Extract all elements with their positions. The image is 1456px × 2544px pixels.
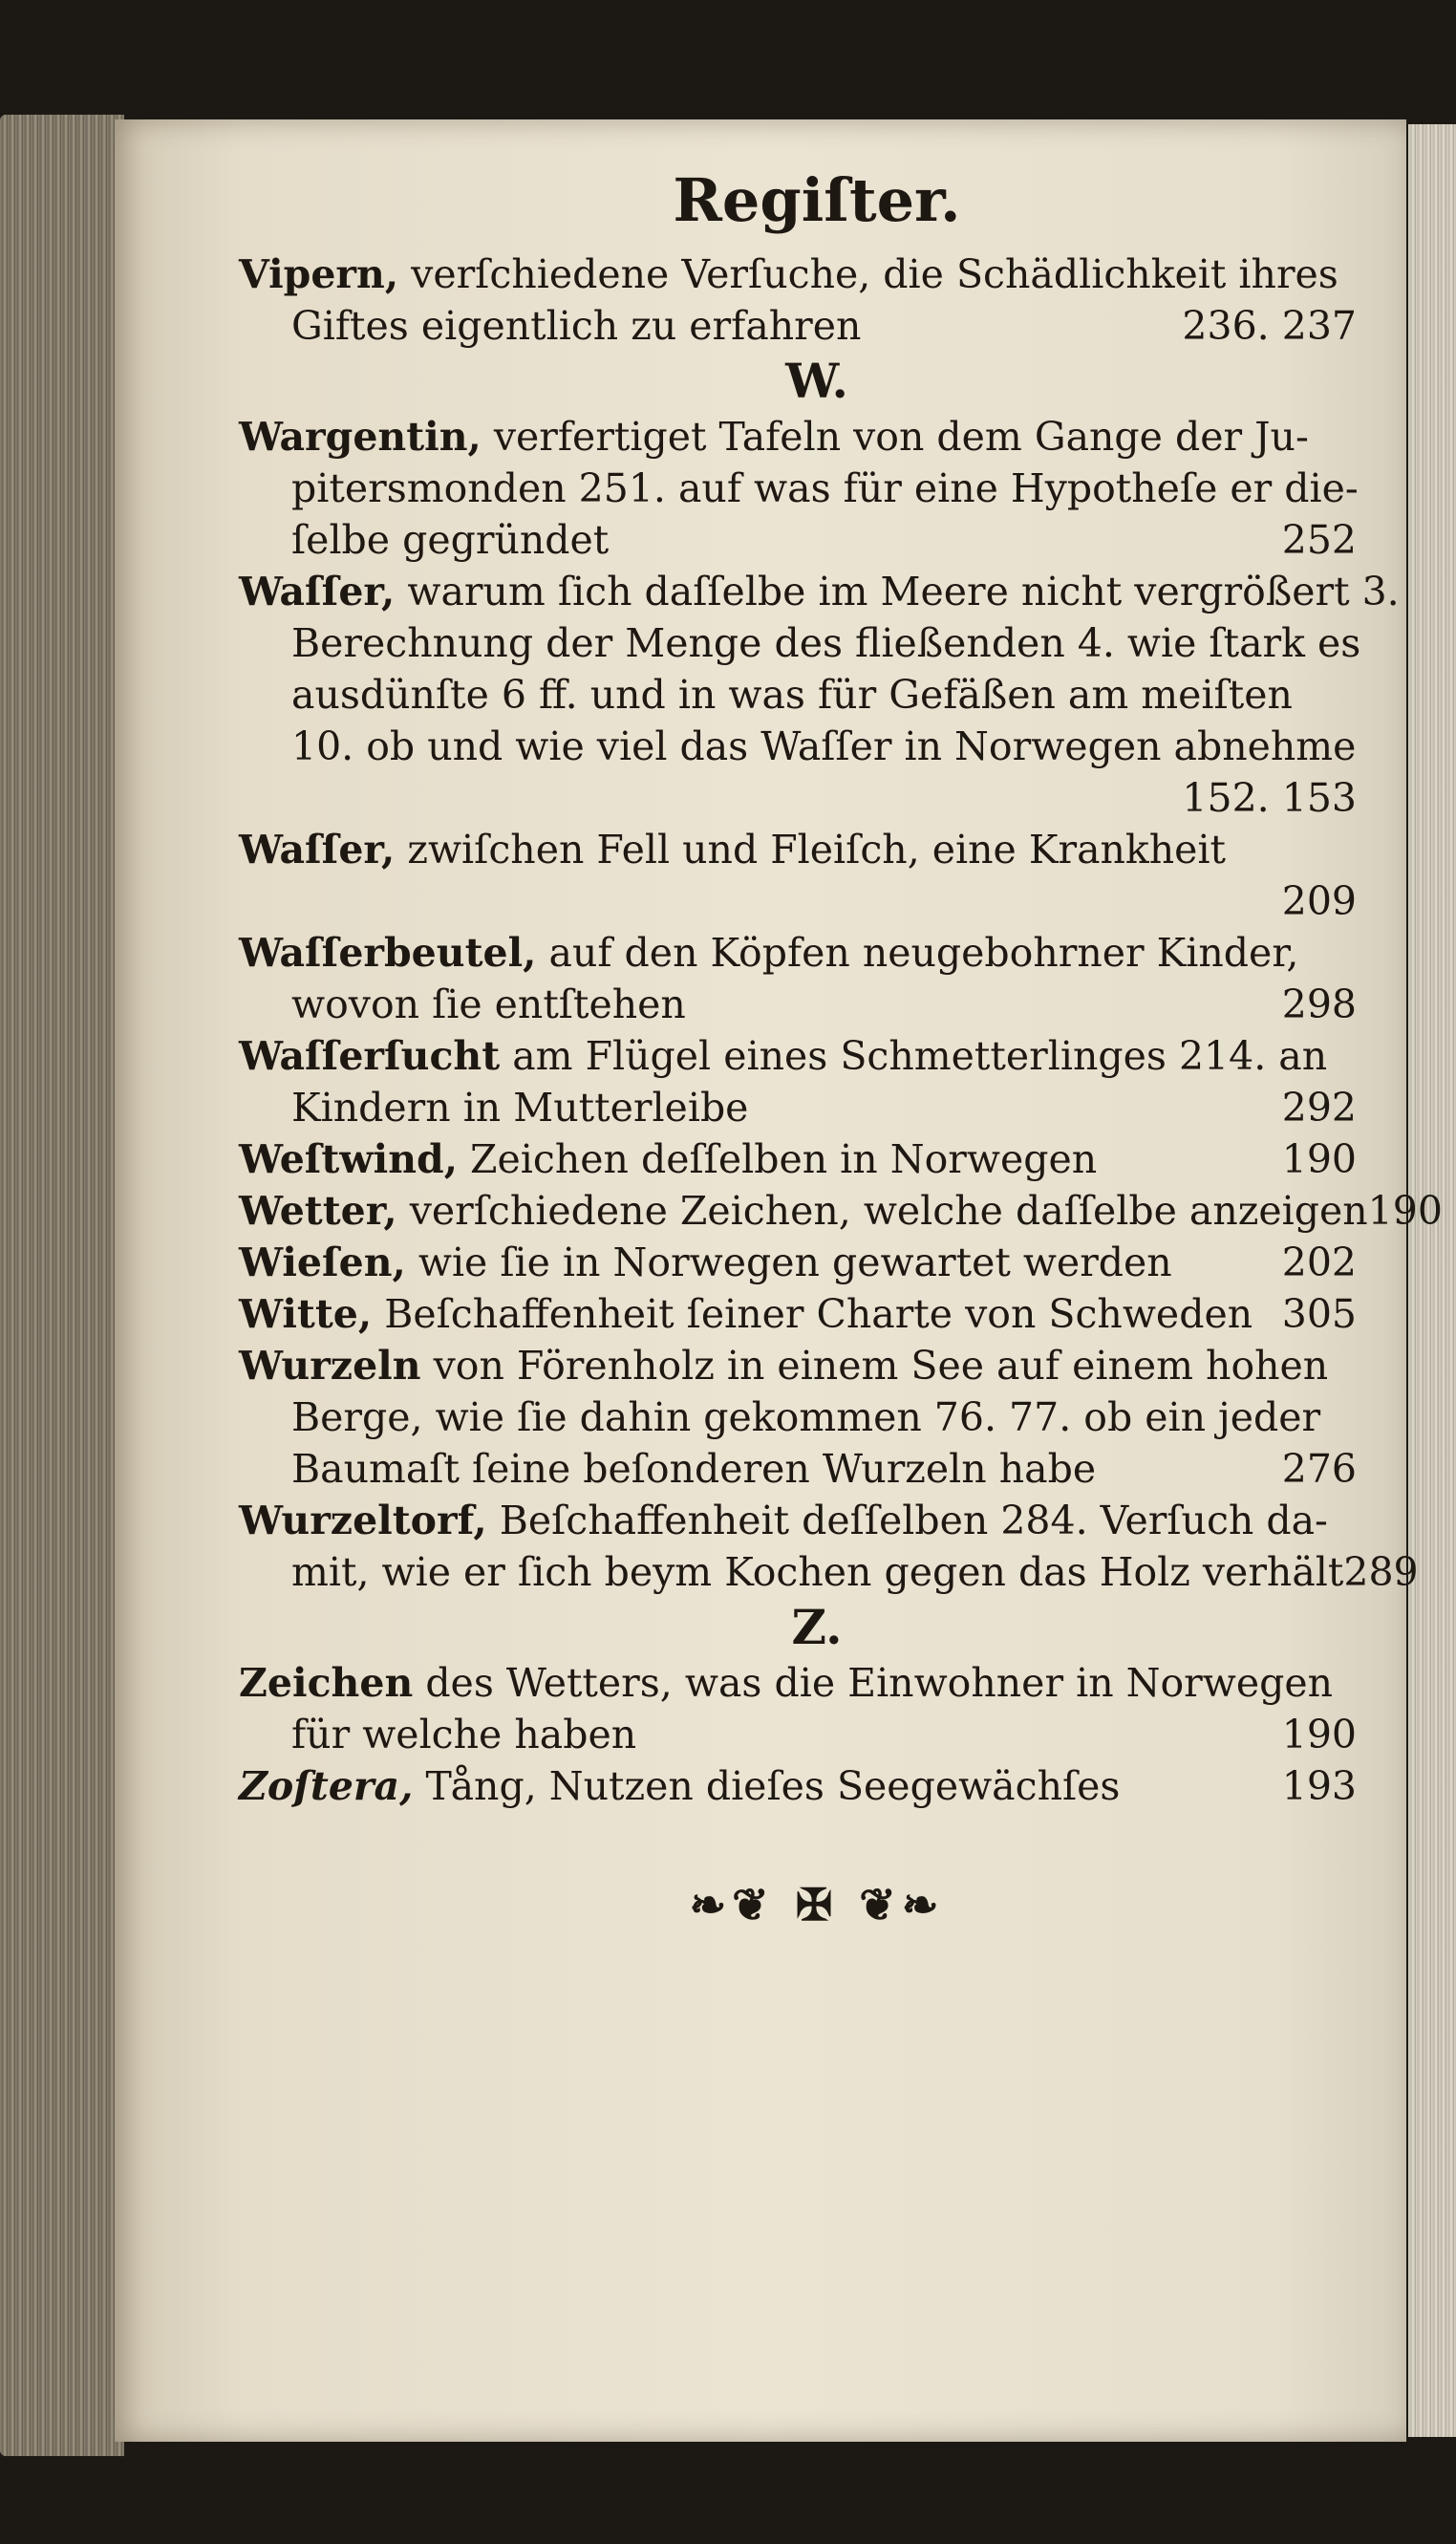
entry-text: 10. ob und wie viel das Waſſer in Norwegen abnehme [291, 723, 1357, 769]
entry-head: Waſſerbeutel, [239, 930, 537, 976]
page-ref: 236. 237 [1182, 303, 1357, 349]
index-entry-wasser [239, 566, 1400, 824]
page-ref: 292 [1281, 1085, 1357, 1131]
index-entry-wurzeln [239, 1340, 1357, 1495]
book-page-edges-right [1408, 124, 1456, 2437]
index-entry-wurzeltorf [239, 1495, 1419, 1598]
page-header: Regiſter. [673, 165, 961, 235]
entry-head: Wargentin, [239, 414, 482, 460]
index-entry-wetter [239, 1185, 1443, 1237]
page-ref: 190 [1367, 1188, 1443, 1234]
entry-text: Tång, Nutzen dieſes Seegewächſes [425, 1763, 1121, 1809]
entry-text: verſchiedene Zeichen, welche daſſelbe anzeigen [409, 1188, 1368, 1234]
entry-text: Giftes eigentlich zu erfahren [291, 303, 862, 349]
entry-text: warum ſich daſſelbe im Meere nicht vergrößert 3. [407, 569, 1400, 614]
index-entry-wargentin [239, 411, 1357, 566]
entry-head: Wieſen, [239, 1240, 406, 1285]
entry-text: am Flügel eines Schmetterlinges 214. an [512, 1033, 1328, 1079]
index-entry-witte [239, 1288, 1357, 1340]
page-ref: 289 [1343, 1549, 1419, 1595]
entry-head: Waſſerſucht [239, 1033, 501, 1079]
index-entry-wiesen [239, 1237, 1357, 1288]
entry-text: wovon ſie entſtehen [291, 981, 686, 1027]
entry-text: ausdünſte 6 ff. und in was für Gefäßen am meiſten [291, 672, 1293, 718]
index-entry-wassersucht [239, 1030, 1357, 1133]
entry-text: für welche haben [291, 1712, 637, 1757]
entry-text: Kindern in Mutterleibe [291, 1085, 749, 1131]
page-ref: 276 [1281, 1446, 1357, 1492]
entry-head: Vipern, [239, 251, 399, 297]
entry-text: verfertiget Tafeln von dem Gange der Ju- [493, 414, 1309, 460]
section-letter-w: W. [785, 353, 848, 409]
entry-text: pitersmonden 251. auf was für eine Hypotheſe er die- [291, 465, 1359, 511]
entry-text: des Wetters, was die Einwohner in Norwegen [425, 1660, 1334, 1706]
entry-head: Wurzeltorf, [239, 1498, 487, 1543]
index-entry-vipern [239, 248, 1357, 352]
entry-text: Baumaſt ſeine beſonderen Wurzeln habe [291, 1446, 1097, 1492]
section-letter-z: Z. [791, 1599, 843, 1655]
page-ref: 190 [1281, 1712, 1357, 1757]
page-ref: 305 [1281, 1291, 1357, 1337]
index-entry-zostera [239, 1760, 1357, 1812]
page-ref: 252 [1281, 517, 1357, 563]
entry-text: Berge, wie ſie dahin gekommen 76. 77. ob ein jeder [291, 1394, 1321, 1440]
entry-text: mit, wie er ſich beym Kochen gegen das Holz verhält [291, 1549, 1344, 1595]
entry-head: Witte, [239, 1291, 373, 1337]
page-ref: 298 [1281, 981, 1357, 1027]
entry-head: Waſſer, [239, 827, 396, 873]
entry-head: Weſtwind, [239, 1136, 458, 1182]
entry-head: Zeichen [239, 1660, 414, 1706]
entry-text: Berechnung der Menge des fließenden 4. wie ſtark es [291, 620, 1361, 666]
entry-text: ſelbe gegründet [291, 517, 610, 563]
entry-text: verſchiedene Verſuche, die Schädlichkeit ihres [411, 251, 1338, 297]
index-entry-westwind [239, 1133, 1357, 1185]
index-entry-wasserbeutel [239, 927, 1357, 1030]
page-ref: 202 [1281, 1240, 1357, 1285]
entry-head: Wurzeln [239, 1343, 421, 1389]
entry-text: von Förenholz in einem See auf einem hohen [433, 1343, 1329, 1389]
entry-head: Wetter, [239, 1188, 397, 1234]
register-content [239, 153, 1443, 1930]
entry-head: Waſſer, [239, 569, 396, 614]
entry-text: zwiſchen Fell und Fleiſch, eine Krankheit [407, 827, 1227, 873]
entry-text: Beſchaffenheit ſeiner Charte von Schweden [384, 1291, 1253, 1337]
entry-text: Zeichen deſſelben in Norwegen [470, 1136, 1098, 1182]
end-ornament: ❧❦ ✠ ❦❧ [689, 1879, 945, 1930]
page-ref: 190 [1281, 1136, 1357, 1182]
entry-text: wie ſie in Norwegen gewartet werden [418, 1240, 1172, 1285]
index-entry-zeichen [239, 1657, 1357, 1760]
page-ref: 152. 153 [1182, 775, 1357, 821]
entry-text: auf den Köpfen neugebohrner Kinder, [548, 930, 1299, 976]
book-page-edges-left [0, 115, 124, 2456]
page-ref: 209 [1281, 878, 1357, 924]
index-entry-wasser-krankheit [239, 824, 1357, 927]
page-ref: 193 [1281, 1763, 1357, 1809]
entry-text: Beſchaffenheit deſſelben 284. Verſuch da- [499, 1498, 1328, 1543]
entry-head: Zoſtera, [239, 1763, 414, 1809]
